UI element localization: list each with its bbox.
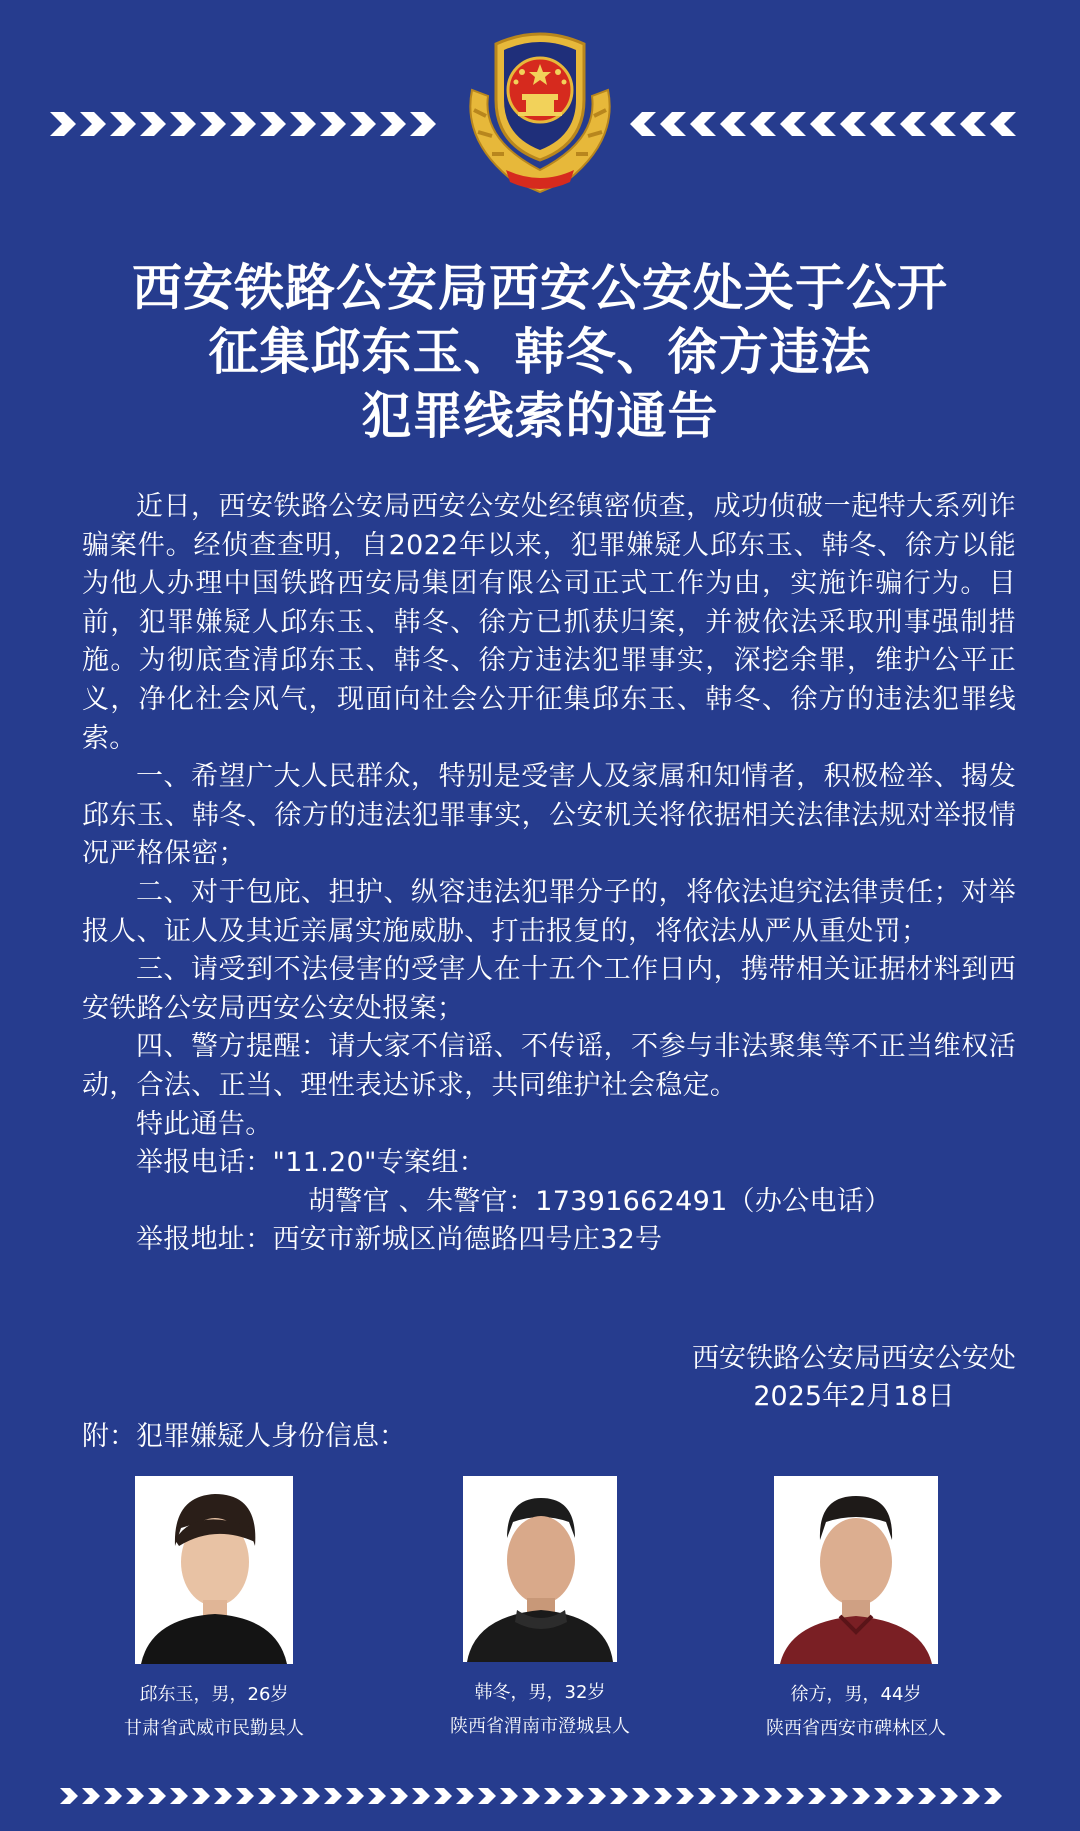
closing-line: 特此通告。 [136, 1108, 273, 1140]
suspect-origin: 甘肃省武威市民勤县人 [124, 1718, 304, 1739]
signature-org: 西安铁路公安局西安公安处 [692, 1343, 1016, 1374]
item-2: 二、对于包庇、担护、纵容违法犯罪分子的，将依法追究法律责任；对举报人、证人及其近亲属实施威胁、打击报复的，将依法从严从重处罚； [82, 876, 1016, 947]
suspect-name-age: 邱东玉，男，26岁 [139, 1684, 289, 1705]
notice-body [82, 488, 1016, 1260]
signature-block [692, 1340, 1016, 1416]
suspect-card [64, 1476, 364, 1746]
item-3: 三、请受到不法侵害的受害人在十五个工作日内，携带相关证据材料到西安铁路公安局西安公安处报案； [82, 954, 1016, 1024]
suspect-photo [463, 1476, 617, 1662]
police-emblem-icon [452, 20, 628, 198]
signature-date: 2025年2月18日 [753, 1381, 955, 1412]
title-line-2: 征集邱东玉、韩冬、徐方违法 [208, 322, 872, 381]
suspect-photo [774, 1476, 938, 1664]
bottom-chevron-band [60, 1776, 1020, 1816]
notice-title [60, 256, 1020, 448]
right-chevron-band [630, 104, 1030, 144]
report-address: 举报地址：西安市新城区尚德路四号庄32号 [136, 1224, 663, 1256]
suspect-origin: 陕西省西安市碑林区人 [766, 1718, 946, 1739]
title-line-3: 犯罪线索的通告 [361, 386, 719, 445]
left-chevron-band [50, 104, 450, 144]
phone-contacts: 胡警官 、朱警官：17391662491（办公电话） [308, 1185, 892, 1217]
item-4: 四、警方提醒：请大家不信谣、不传谣，不参与非法聚集等不正当维权活动，合法、正当、理性表达诉求，共同维护社会稳定。 [82, 1031, 1016, 1101]
suspect-card [706, 1476, 1006, 1746]
item-1: 一、希望广大人民群众，特别是受害人及家属和知情者，积极检举、揭发邱东玉、韩冬、徐方的违法犯罪事实，公安机关将依据相关法律法规对举报情况严格保密； [82, 761, 1016, 870]
suspect-name-age: 徐方，男，44岁 [790, 1684, 922, 1705]
suspect-photo [135, 1476, 293, 1664]
title-line-1: 西安铁路公安局西安公安处关于公开 [132, 258, 948, 317]
phone-label: 举报电话："11.20"专案组： [136, 1147, 486, 1179]
appendix-title: 附：犯罪嫌疑人身份信息： [82, 1421, 406, 1452]
intro-paragraph: 近日，西安铁路公安局西安公安处经镇密侦查，成功侦破一起特大系列诈骗案件。经侦查查明，自2022年以来，犯罪嫌疑人邱东玉、韩冬、徐方以能为他人办理中国铁路西安局集团有限公司正式工作为由，实施诈骗行为。目前，犯罪嫌疑人邱东玉、韩冬、徐方已抓获归案，并被依法采取刑事强制措施。为彻底查清邱东玉、韩冬、徐方违法犯罪事实，深挖余罪，维护公平正义，净化社会风气，现面向社会公开征集邱东玉、韩冬、徐方的违法犯罪线索。 [82, 491, 1016, 754]
suspect-card [390, 1476, 690, 1744]
suspect-origin: 陕西省渭南市澄城县人 [450, 1716, 630, 1737]
suspect-name-age: 韩冬，男，32岁 [474, 1682, 606, 1703]
